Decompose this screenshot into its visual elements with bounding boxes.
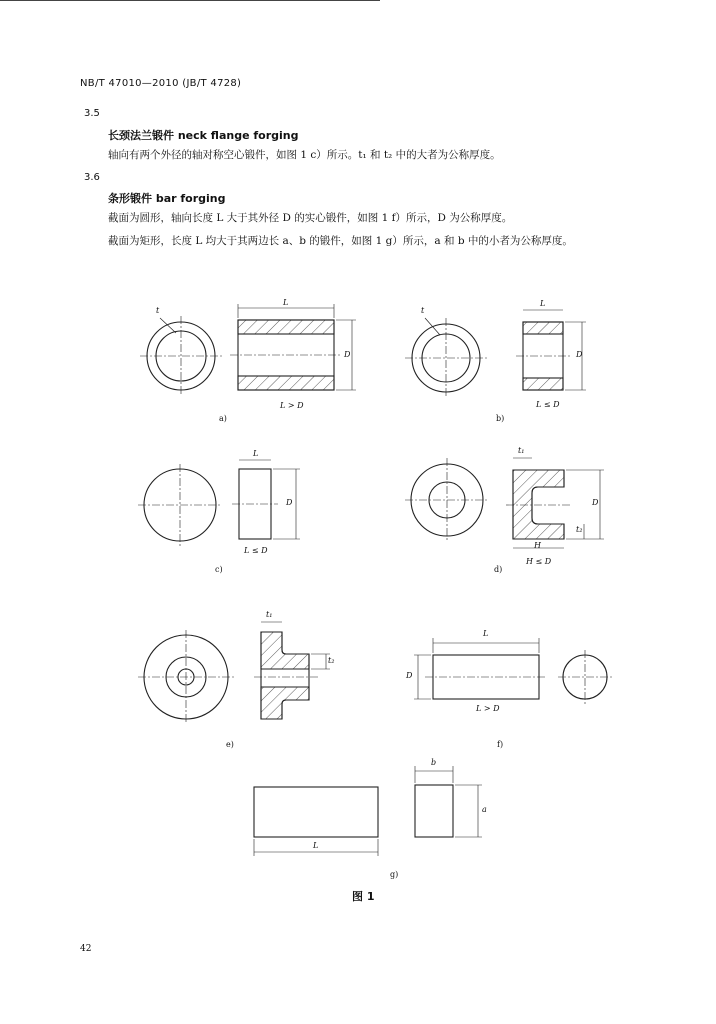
panel-c-condition: L ≤ D [244, 546, 268, 555]
section-number-3-5: 3.5 [84, 108, 100, 119]
page-number: 42 [80, 944, 92, 954]
term-neck-flange-forging: 长颈法兰锻件 neck flange forging [108, 129, 299, 142]
panel-d-label-H: H [534, 541, 541, 550]
panel-b-drawing [405, 310, 586, 398]
panel-a-condition: L > D [280, 401, 304, 410]
panel-f-caption: f) [497, 740, 504, 749]
panel-f-condition: L > D [476, 704, 500, 713]
panel-c-drawing [138, 460, 300, 546]
panel-d-caption: d) [494, 565, 503, 574]
panel-f-drawing [414, 638, 612, 704]
panel-c-caption: c) [215, 565, 223, 574]
panel-c-label-D: D [286, 498, 293, 507]
panel-g-drawing [254, 766, 482, 856]
term-bar-forging: 条形锻件 bar forging [108, 192, 226, 205]
panel-c-label-L: L [253, 449, 259, 458]
panel-g-caption: g) [390, 870, 399, 879]
panel-f-label-D: D [406, 671, 413, 680]
panel-e-label-t2: t₂ [328, 656, 335, 665]
panel-b-label-t: t [421, 306, 425, 315]
figure-title: 图 1 [352, 890, 375, 903]
definition-bar-round: 截面为圆形，轴向长度 L 大于其外径 D 的实心锻件，如图 1 f）所示，D 为公称厚度。 [108, 212, 513, 224]
panel-a-label-D: D [344, 350, 351, 359]
panel-a-label-L: L [283, 298, 289, 307]
panel-d-condition: H ≤ D [526, 557, 552, 566]
definition-bar-rect: 截面为矩形，长度 L 均大于其两边长 a、b 的锻件，如图 1 g）所示，a 和 b 中的小者为公称厚度。 [108, 235, 573, 247]
panel-g-label-L: L [313, 841, 319, 850]
panel-a-caption: a) [219, 414, 227, 423]
document-header: NB/T 47010—2010 (JB/T 4728) [80, 78, 242, 89]
definition-neck-flange: 轴向有两个外径的轴对称空心锻件，如图 1 c）所示。t₁ 和 t₂ 中的大者为公称厚度。 [108, 149, 501, 161]
panel-b-label-D: D [576, 350, 583, 359]
panel-f-label-L: L [483, 629, 489, 638]
panel-d-drawing [405, 458, 604, 548]
panel-a-drawing [140, 304, 356, 396]
panel-g-label-b: b [431, 758, 437, 767]
panel-d-label-t1: t₁ [518, 446, 525, 455]
panel-d-label-t2: t₂ [576, 525, 583, 534]
panel-e-label-t1: t₁ [266, 610, 273, 619]
panel-a-label-t: t [156, 306, 160, 315]
panel-e-drawing [138, 622, 330, 724]
panel-b-label-L: L [540, 299, 546, 308]
panel-e-caption: e) [226, 740, 234, 749]
section-number-3-6: 3.6 [84, 172, 100, 183]
panel-b-caption: b) [496, 414, 505, 423]
panel-g-label-a: a [482, 805, 487, 814]
panel-b-condition: L ≤ D [536, 400, 560, 409]
panel-d-label-D: D [592, 498, 599, 507]
